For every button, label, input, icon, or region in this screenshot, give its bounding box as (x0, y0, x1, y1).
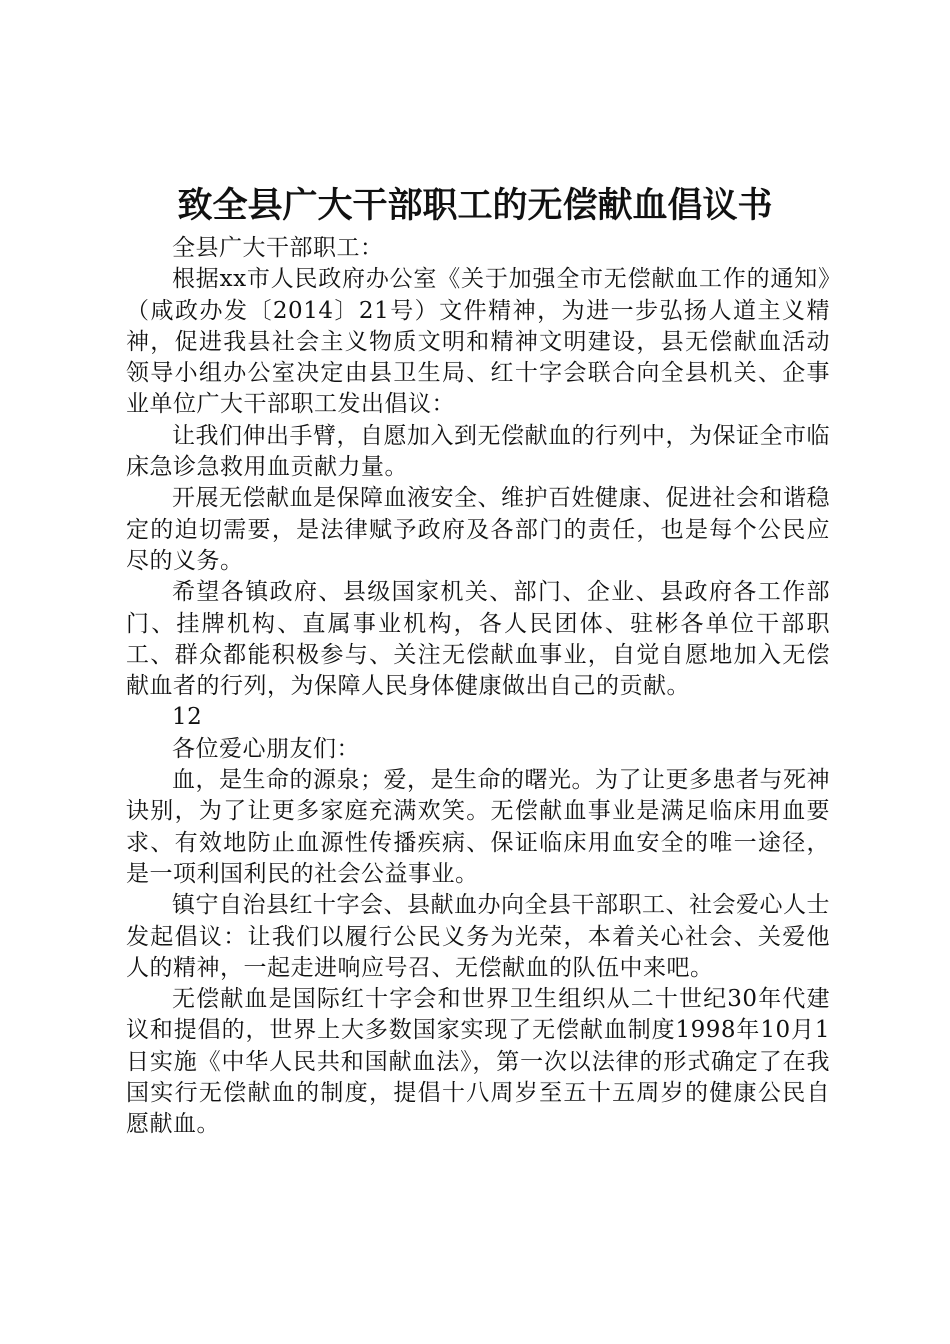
salutation-paragraph: 各位爱心朋友们： (172, 735, 360, 762)
body-paragraph: 开展无偿献血是保障血液安全、维护百姓健康、促进社会和谐稳定的迫切需要，是法律赋予政府及各部门的责任，也是每个公民应尽的义务。 (126, 485, 830, 574)
document-body (126, 233, 830, 1141)
body-paragraph: 镇宁自治县红十字会、县献血办向全县干部职工、社会爱心人士发起倡议：让我们以履行公民义务为光荣，本着关心社会、关爱他人的精神，一起走进响应号召、无偿献血的队伍中来吧。 (126, 892, 830, 981)
body-paragraph: 无偿献血是国际红十字会和世界卫生组织从二十世纪30年代建议和提倡的，世界上大多数国家实现了无偿献血制度1998年10月1日实施《中华人民共和国献血法》，第一次以法律的形式确定了在我国实行无偿献血的制度，提倡十八周岁至五十五周岁的健康公民自愿献血。 (126, 986, 830, 1138)
body-paragraph: 让我们伸出手臂，自愿加入到无偿献血的行列中，为保证全市临床急诊急救用血贡献力量。 (126, 422, 830, 481)
salutation-paragraph: 全县广大干部职工： (172, 235, 384, 261)
document-title: 致全县广大干部职工的无偿献血倡议书 (177, 186, 773, 226)
body-paragraph: 根据xx市人民政府办公室《关于加强全市无偿献血工作的通知》（咸政办发〔2014〕21号）文件精神，为进一步弘扬人道主义精神，促进我县社会主义物质文明和精神文明建设，县无偿献血活动领导小组办公室决定由县卫生局、红十字会联合向全县机关、企事业单位广大干部职工发出倡议： (126, 266, 830, 418)
body-paragraph: 希望各镇政府、县级国家机关、部门、企业、县政府各工作部门、挂牌机构、直属事业机构，各人民团体、驻彬各单位干部职工、群众都能积极参与、关注无偿献血事业，自觉自愿地加入无偿献血者的行列，为保障人民身体健康做出自己的贡献。 (126, 579, 830, 700)
body-paragraph: 血，是生命的源泉；爱，是生命的曙光。为了让更多患者与死神诀别，为了让更多家庭充满欢笑。无偿献血事业是满足临床用血要求、有效地防止血源性传播疾病、保证临床用血安全的唯一途径，是一项利国利民的社会公益事业。 (126, 767, 830, 887)
section-number: 12 (172, 704, 203, 731)
